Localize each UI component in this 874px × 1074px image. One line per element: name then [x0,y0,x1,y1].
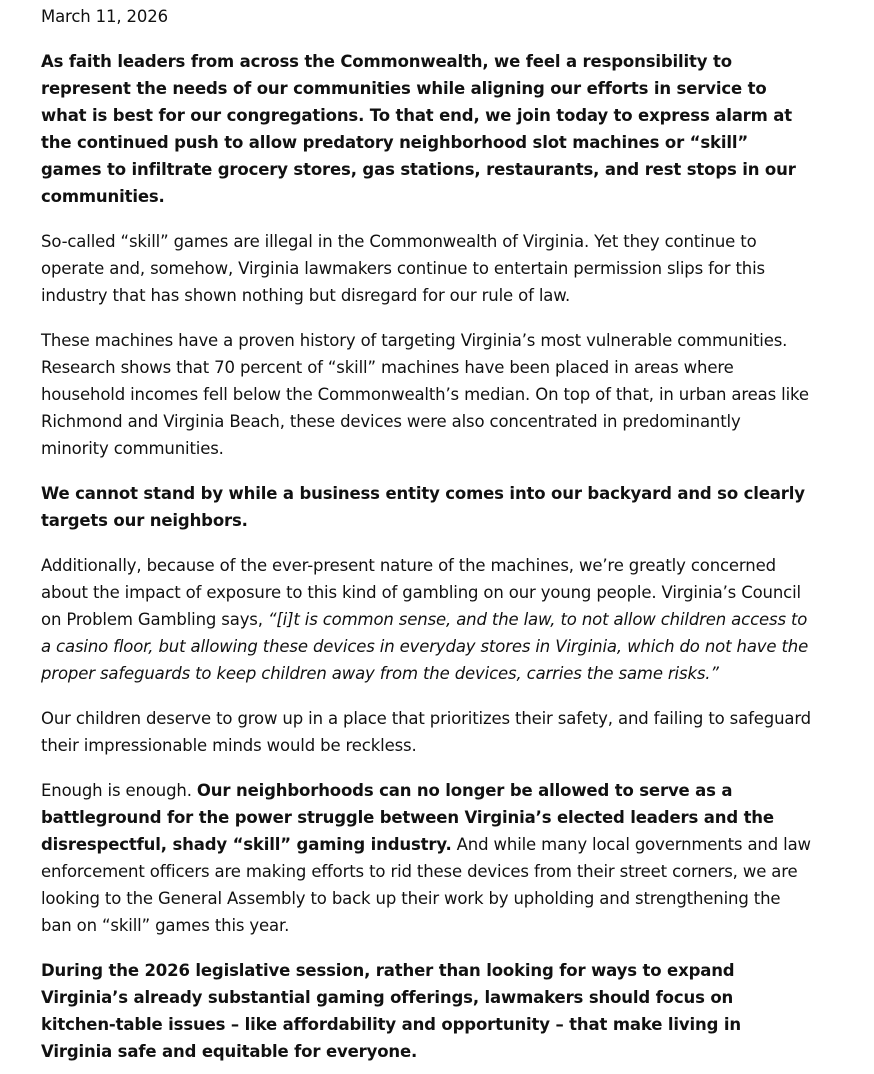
opening-paragraph: As faith leaders from across the Commonwealth, we feel a responsibility to represent the needs of our communities while aligning our efforts in service to what is best for our congregations. To that end, we join today to express alarm at the continued push to allow predatory neighborhood slot machines or “skill” games to infiltrate grocery stores, gas stations, restaurants, and rest stops in our communities. [41,52,796,206]
children-safety-paragraph: Our children deserve to grow up in a place that prioritizes their safety, and failing to safeguard their impressionable minds would be reckless. [41,709,812,755]
enough-end: And while many local governments and law enforcement officers are making efforts to rid these devices from their street corners, we are looking to the General Assembly to back up their work by upholding and strengthening the ban on “skill” games this year. [41,835,811,935]
enough-paragraph [41,777,811,939]
youth-exposure-paragraph [41,552,811,687]
enough-bold: Our neighborhoods can no longer be allowed to serve as a battleground for the power struggle between Virginia’s elected leaders and the disrespectful, shady “skill” gaming industry. [41,781,774,854]
enough-start: Enough is enough. [41,781,197,800]
council-quote: “[i]t is common sense, and the law, to not allow children access to a casino floor, but allowing these devices in everyday stores in Virginia, which do not have the proper safeguards to keep children away from the devices, carries the same risks.” [41,610,809,683]
legality-paragraph: So-called “skill” games are illegal in the Commonwealth of Virginia. Yet they continue to operate and, somehow, Virginia lawmakers continue to entertain permission slips for this industry that has shown nothing but disregard for our rule of law. [41,232,765,305]
youth-exposure-text: Additionally, because of the ever-present nature of the machines, we’re greatly concerned about the impact of exposure to this kind of gambling on our young people. Virginia’s Council on Problem Gambling says, [41,556,801,629]
targeting-paragraph: These machines have a proven history of targeting Virginia’s most vulnerable communities. Research shows that 70 percent of “skill” machines have been placed in areas where household incomes fell below the Commonwealth’s median. On top of that, in urban areas like Richmond and Virginia Beach, these devices were also concentrated in predominantly minority communities. [41,331,809,458]
stand-by-paragraph: We cannot stand by while a business entity comes into our backyard and so clearly targets our neighbors. [41,484,805,530]
letter-date: March 11, 2026 [41,7,168,26]
closing-paragraph: During the 2026 legislative session, rather than looking for ways to expand Virginia’s already substantial gaming offerings, lawmakers should focus on kitchen-table issues – like affordability and opportunity – that make living in Virginia safe and equitable for everyone. [41,961,741,1061]
